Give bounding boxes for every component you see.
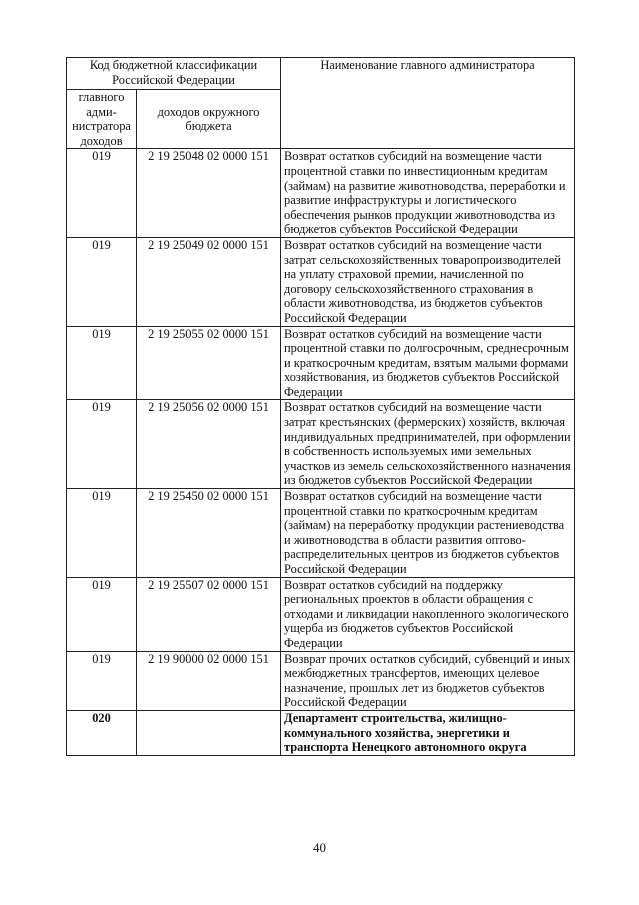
cell-admin-code: 019	[67, 651, 137, 710]
table-row	[67, 237, 575, 326]
cell-income-code: 2 19 90000 02 0000 151	[137, 651, 281, 710]
cell-admin-name: Возврат остатков субсидий на возмещение части процентной ставки по долгосрочным, среднесрочным и краткосрочным кредитам, взятым малыми формами хозяйствования, из бюджетов субъектов Российской Федерации	[281, 326, 575, 400]
table-row	[67, 326, 575, 400]
cell-income-code: 2 19 25507 02 0000 151	[137, 577, 281, 651]
cell-income-code: 2 19 25056 02 0000 151	[137, 400, 281, 489]
table-row	[67, 651, 575, 710]
table-row	[67, 489, 575, 578]
cell-admin-code: 019	[67, 400, 137, 489]
header-group-label: Код бюджетной классификации Российской Федерации	[67, 58, 281, 90]
header-col-income: доходов окружного бюджета	[137, 90, 281, 149]
table-body	[67, 149, 575, 755]
cell-admin-name: Возврат остатков субсидий на возмещение части процентной ставки по краткосрочным кредитам (займам) на переработку продукции растениеводства и животноводства в области развития оптово-распределительных центров из бюджетов субъектов Российской Федерации	[281, 489, 575, 578]
cell-admin-name: Возврат прочих остатков субсидий, субвенций и иных межбюджетных трансфертов, имеющих целевое назначение, прошлых лет из бюджетов субъектов Российской Федерации	[281, 651, 575, 710]
cell-income-code: 2 19 25055 02 0000 151	[137, 326, 281, 400]
cell-admin-name: Возврат остатков субсидий на возмещение части затрат крестьянских (фермерских) хозяйств, включая индивидуальных предпринимателей, при оформлении в собственность используемых ими земельных участков из земель сельскохозяйственного назначения из бюджетов субъектов Российской Федерации	[281, 400, 575, 489]
cell-admin-name: Департамент строительства, жилищно-коммунального хозяйства, энергетики и транспорта Ненецкого автономного округа	[281, 710, 575, 755]
cell-admin-name: Возврат остатков субсидий на возмещение части затрат сельскохозяйственных товаропроизводителей на уплату страховой премии, начисленной по договору сельскохозяйственного страхования в области животноводства, из бюджетов субъектов Российской Федерации	[281, 237, 575, 326]
cell-admin-code: 020	[67, 710, 137, 755]
table-row	[67, 400, 575, 489]
cell-income-code: 2 19 25048 02 0000 151	[137, 149, 281, 238]
cell-admin-name: Возврат остатков субсидий на поддержку региональных проектов в области обращения с отходами и ликвидации накопленного экологического ущерба из бюджетов субъектов Российской Федерации	[281, 577, 575, 651]
table-row	[67, 149, 575, 238]
header-col-name: Наименование главного администратора	[281, 58, 575, 149]
table-row	[67, 577, 575, 651]
header-col-admin: главного адми-нистратора доходов	[67, 90, 137, 149]
cell-income-code	[137, 710, 281, 755]
cell-admin-code: 019	[67, 326, 137, 400]
cell-admin-name: Возврат остатков субсидий на возмещение части процентной ставки по инвестиционным кредитам (займам) на развитие животноводства, переработки и развитие инфраструктуры и логистического обеспечения рынков продукции животноводства из бюджетов субъектов Российской Федерации	[281, 149, 575, 238]
page-number: 40	[313, 840, 326, 855]
cell-admin-code: 019	[67, 489, 137, 578]
table-header	[67, 58, 575, 149]
cell-admin-code: 019	[67, 577, 137, 651]
cell-income-code: 2 19 25049 02 0000 151	[137, 237, 281, 326]
cell-income-code: 2 19 25450 02 0000 151	[137, 489, 281, 578]
table-row	[67, 710, 575, 755]
budget-classification-table	[66, 57, 575, 756]
cell-admin-code: 019	[67, 237, 137, 326]
cell-admin-code: 019	[67, 149, 137, 238]
